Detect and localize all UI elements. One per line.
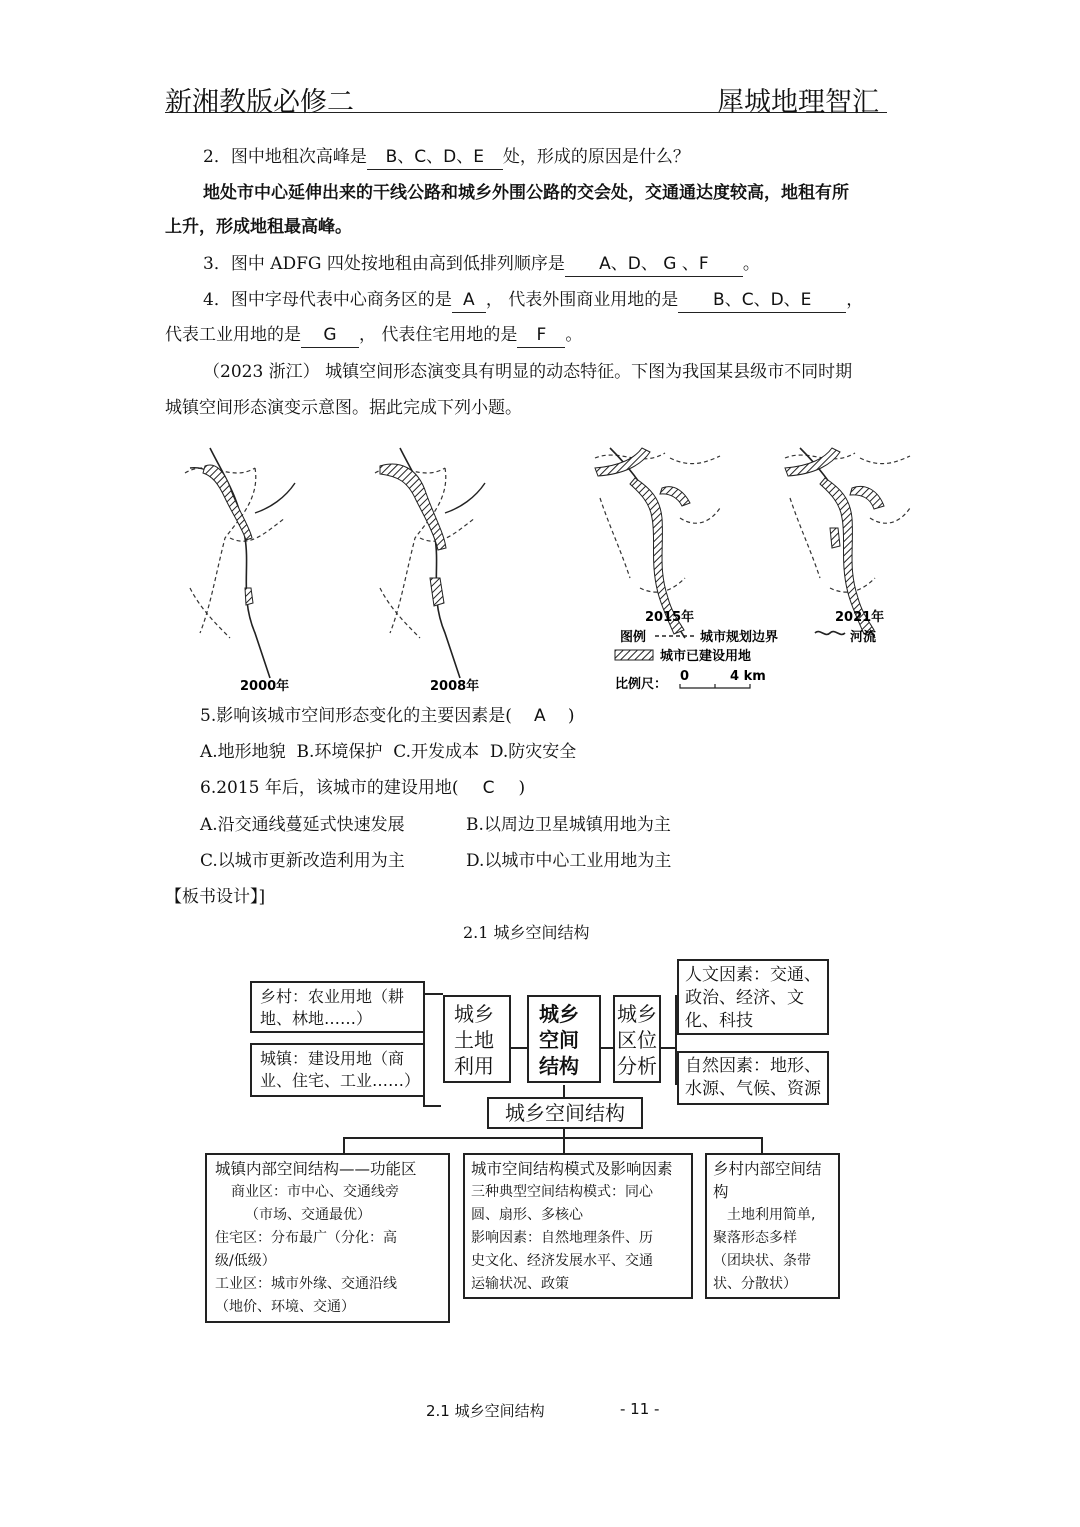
land-use-box: 城乡土地利用: [443, 995, 511, 1083]
question-5: 5.影响该城市空间形态变化的主要因素是( A ): [200, 706, 575, 726]
branch-spatial-models: 城市空间结构模式及影响因素 三种典型空间结构模式：同心 圆、扇形、多核心 影响因素：自然地理条件、历 史文化、经济发展水平、交通 运输状况、政策: [463, 1153, 693, 1299]
year-label-2021: 2021年: [835, 610, 885, 625]
answer-blank: A、D、 G 、F: [565, 252, 743, 277]
answer-blank: B、C、D、E: [678, 288, 846, 313]
footer-section: 2.1 城乡空间结构: [426, 1402, 545, 1420]
board-design-label: 【板书设计】]: [165, 887, 266, 907]
answer-blank: G: [301, 323, 359, 348]
q6-option-d: D.以城市中心工业用地为主: [466, 851, 672, 871]
question-4-line2: 代表工业用地的是 G ， 代表住宅用地的是 F 。: [165, 323, 582, 348]
legend-river-swatch: [815, 632, 845, 635]
q6-option-b: B.以周边卫星城镇用地为主: [466, 815, 671, 835]
diagram-title: 2.1 城乡空间结构: [463, 923, 590, 942]
scale-zero: 0: [680, 669, 690, 684]
city-evolution-maps: [170, 438, 940, 698]
natural-factors-box: 自然因素：地形、水源、气候、资源: [677, 1051, 829, 1105]
legend-boundary-label: 城市规划边界: [700, 630, 779, 645]
urban-land-box: 城镇：建设用地（商业、住宅、工业……）: [250, 1043, 425, 1097]
option-b: B.环境保护: [296, 742, 383, 762]
rural-land-box: 乡村：农业用地（耕地、林地……）: [250, 981, 425, 1033]
q6-option-a: A.沿交通线蔓延式快速发展: [200, 815, 405, 835]
q5-options: [200, 740, 576, 764]
branch-rural-internal: 乡村内部空间结构 土地利用简单, 聚落形态多样 （团块状、条带 状、分散状）: [705, 1153, 840, 1299]
header-title-left: 新湘教版必修二: [165, 87, 354, 118]
option-a: A.地形地貌: [200, 742, 286, 762]
question-4-line1: 4．图中字母代表中心商务区的是 A ， 代表外围商业用地的是 B、C、D、E ，: [203, 288, 863, 313]
answer-blank: F: [517, 323, 565, 348]
question-3: 3．图中 ADFG 四处按地租由高到低排列顺序是 A、D、 G 、F 。: [203, 252, 760, 277]
branch-urban-internal: 城镇内部空间结构——功能区 商业区：市中心、交通线旁 （市场、交通最优） 住宅区：分布最广（分化：高 级/低级） 工业区：城市外缘、交通沿线 （地价、环境、交通）: [205, 1153, 450, 1323]
answer: C: [482, 778, 495, 798]
legend-built-label: 城市已建设用地: [660, 649, 752, 664]
header-title-right: 犀城地理智汇: [717, 87, 879, 118]
scale-bar: [680, 684, 750, 688]
q6-option-c: C.以城市更新改造利用为主: [200, 851, 405, 871]
year-label-2015: 2015年: [645, 610, 695, 625]
center-box: 城乡空间结构: [527, 995, 601, 1083]
q2-explanation-line1: 地处市中心延伸出来的干线公路和城乡外围公路的交会处，交通通达度较高，地租有所: [203, 183, 849, 203]
intro-line1: （2023 浙江） 城镇空间形态演变具有明显的动态特征。下图为我国某县级市不同时期: [203, 362, 853, 382]
question-6: 6.2015 年后，该城市的建设用地( C ): [200, 778, 526, 798]
scale-value: 4 km: [730, 669, 766, 684]
map-2008: [375, 448, 485, 678]
concept-diagram: [195, 955, 855, 1330]
scale-label: 比例尺：: [615, 677, 668, 692]
year-label-2000: 2000年: [240, 679, 290, 694]
location-analysis-box: 城乡区位分析: [613, 995, 661, 1083]
option-c: C.开发成本: [393, 742, 480, 762]
question-2: 2．图中地租次高峰是 B、C、D、E 处，形成的原因是什么？: [203, 145, 690, 170]
legend-title: 图例: [620, 630, 647, 645]
legend-river-label: 河流: [850, 630, 877, 645]
root-box: 城乡空间结构: [487, 1097, 643, 1129]
human-factors-box: 人文因素：交通、政治、经济、文化、科技: [677, 959, 829, 1035]
option-d: D.防灾安全: [489, 742, 577, 762]
answer-blank: A: [452, 288, 486, 313]
answer-blank: B、C、D、E: [367, 145, 503, 170]
intro-line2: 城镇空间形态演变示意图。据此完成下列小题。: [165, 398, 522, 418]
answer: A: [534, 706, 546, 726]
header-rule: [165, 112, 887, 113]
footer-page-number: - 11 -: [620, 1400, 660, 1418]
map-figure: [170, 438, 940, 698]
year-label-2008: 2008年: [430, 679, 480, 694]
legend-built-swatch: [615, 650, 653, 660]
q2-explanation-line2: 上升，形成地租最高峰。: [165, 217, 352, 237]
map-2000: [185, 448, 295, 678]
